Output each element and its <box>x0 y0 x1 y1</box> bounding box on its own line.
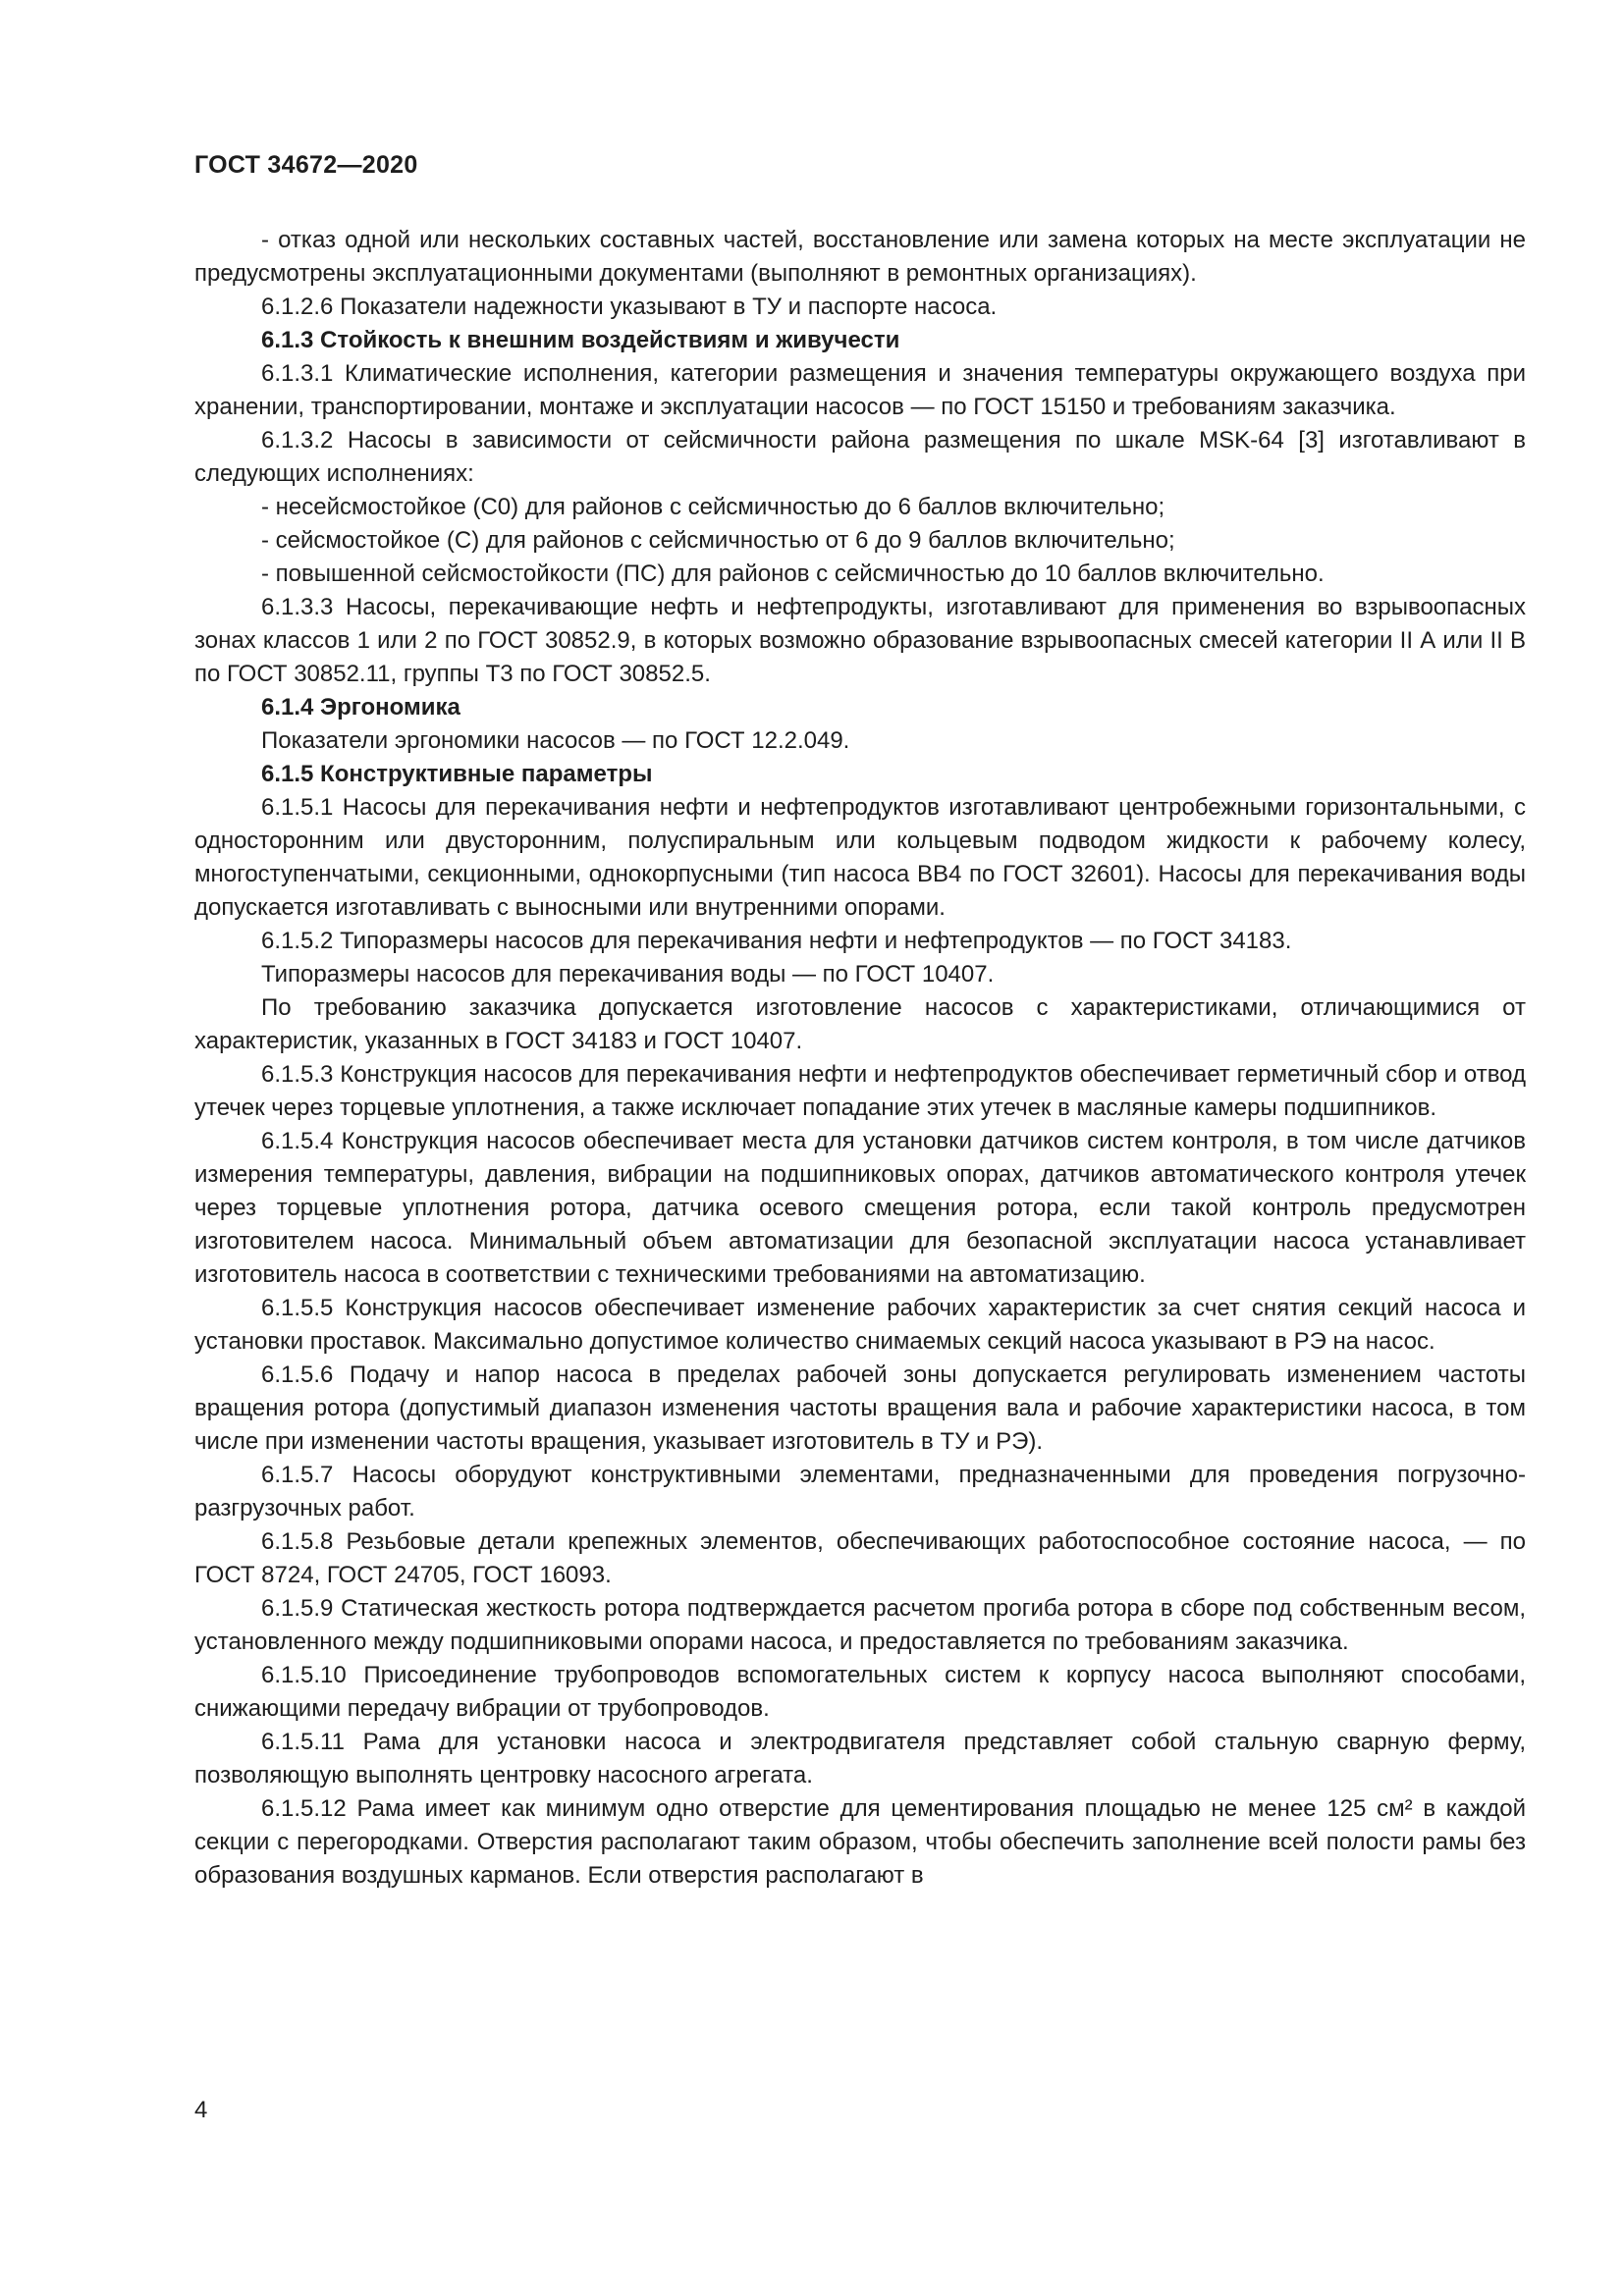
paragraph: 6.1.5.2 Типоразмеры насосов для перекачивания нефти и нефтепродуктов — по ГОСТ 34183. <box>261 928 1292 954</box>
paragraph: 6.1.5.1 Насосы для перекачивания нефти и нефтепродуктов изготавливают центробежными горизонтальными, с односторонним или двусторонним, полуспиральным или кольцевым подводом жидкости к рабочему колесу, многоступенчатыми, секционными, однокорпусными (тип насоса ВВ4 по ГОСТ 32601). Насосы для перекачивания воды допускается изготавливать с выносными или внутренними опорами. <box>194 794 1526 921</box>
list-item: - сейсмостойкое (С) для районов с сейсмичностью от 6 до 9 баллов включительно; <box>261 527 1175 554</box>
section-heading: 6.1.4 Эргономика <box>261 694 460 721</box>
paragraph: 6.1.5.4 Конструкция насосов обеспечивает места для установки датчиков систем контроля, в том числе датчиков измерения температуры, давления, вибрации на подшипниковых опорах, датчиков автоматического контроля утечек через торцевые уплотнения ротора, датчика осевого смещения ротора, если такой контроль предусмотрен изготовителем насоса. Минимальный объем автоматизации для безопасной эксплуатации насоса устанавливает изготовитель насоса в соответствии с техническими требованиями на автоматизацию. <box>194 1128 1526 1288</box>
document-body <box>194 224 1526 1893</box>
paragraph: Показатели эргономики насосов — по ГОСТ 12.2.049. <box>261 727 850 754</box>
page-number: 4 <box>194 2097 208 2123</box>
paragraph: 6.1.3.3 Насосы, перекачивающие нефть и нефтепродукты, изготавливают для применения во взрывоопасных зонах классов 1 или 2 по ГОСТ 30852.9, в которых возможно образование взрывоопасных смесей категории II А или II В по ГОСТ 30852.11, группы Т3 по ГОСТ 30852.5. <box>194 594 1526 687</box>
paragraph: 6.1.3.2 Насосы в зависимости от сейсмичности района размещения по шкале MSK-64 [3] изготавливают в следующих исполнениях: <box>194 427 1526 487</box>
paragraph: 6.1.5.3 Конструкция насосов для перекачивания нефти и нефтепродуктов обеспечивает герметичный сбор и отвод утечек через торцевые уплотнения, а также исключает попадание этих утечек в масляные камеры подшипников. <box>194 1061 1526 1121</box>
document-header: ГОСТ 34672—2020 <box>194 151 418 179</box>
paragraph: 6.1.2.6 Показатели надежности указывают в ТУ и паспорте насоса. <box>261 294 998 320</box>
section-heading: 6.1.3 Стойкость к внешним воздействиям и живучести <box>261 327 900 353</box>
paragraph: - отказ одной или нескольких составных частей, восстановление или замена которых на месте эксплуатации не предусмотрены эксплуатационными документами (выполняют в ремонтных организациях). <box>194 227 1526 287</box>
paragraph: Типоразмеры насосов для перекачивания воды — по ГОСТ 10407. <box>261 961 995 988</box>
paragraph: 6.1.5.11 Рама для установки насоса и электродвигателя представляет собой стальную сварную ферму, позволяющую выполнять центровку насосного агрегата. <box>194 1729 1526 1789</box>
paragraph: 6.1.5.8 Резьбовые детали крепежных элементов, обеспечивающих работоспособное состояние насоса, — по ГОСТ 8724, ГОСТ 24705, ГОСТ 16093. <box>194 1528 1526 1588</box>
paragraph: 6.1.5.9 Статическая жесткость ротора подтверждается расчетом прогиба ротора в сборе под собственным весом, установленного между подшипниковыми опорами насоса, и предоставляется по требованиям заказчика. <box>194 1595 1526 1655</box>
paragraph: 6.1.5.12 Рама имеет как минимум одно отверстие для цементирования площадью не менее 125 см² в каждой секции с перегородками. Отверстия располагают таким образом, чтобы обеспечить заполнение всей полости рамы без образования воздушных карманов. Если отверстия располагают в <box>194 1795 1526 1889</box>
paragraph: 6.1.5.6 Подачу и напор насоса в пределах рабочей зоны допускается регулировать изменением частоты вращения ротора (допустимый диапазон изменения частоты вращения вала и рабочие характеристики насоса, в том числе при изменении частоты вращения, указывает изготовитель в ТУ и РЭ). <box>194 1362 1526 1455</box>
list-item: - несейсмостойкое (С0) для районов с сейсмичностью до 6 баллов включительно; <box>261 494 1165 520</box>
paragraph: По требованию заказчика допускается изготовление насосов с характеристиками, отличающимися от характеристик, указанных в ГОСТ 34183 и ГОСТ 10407. <box>194 994 1526 1054</box>
paragraph: 6.1.3.1 Климатические исполнения, категории размещения и значения температуры окружающего воздуха при хранении, транспортировании, монтаже и эксплуатации насосов — по ГОСТ 15150 и требованиям заказчика. <box>194 360 1526 420</box>
paragraph: 6.1.5.7 Насосы оборудуют конструктивными элементами, предназначенными для проведения погрузочно-разгрузочных работ. <box>194 1462 1526 1522</box>
paragraph: 6.1.5.5 Конструкция насосов обеспечивает изменение рабочих характеристик за счет снятия секций насоса и установки проставок. Максимально допустимое количество снимаемых секций насоса указывают в РЭ на насос. <box>194 1295 1526 1355</box>
section-heading: 6.1.5 Конструктивные параметры <box>261 761 653 787</box>
paragraph: 6.1.5.10 Присоединение трубопроводов вспомогательных систем к корпусу насоса выполняют способами, снижающими передачу вибрации от трубопроводов. <box>194 1662 1526 1722</box>
list-item: - повышенной сейсмостойкости (ПС) для районов с сейсмичностью до 10 баллов включительно. <box>261 561 1325 587</box>
